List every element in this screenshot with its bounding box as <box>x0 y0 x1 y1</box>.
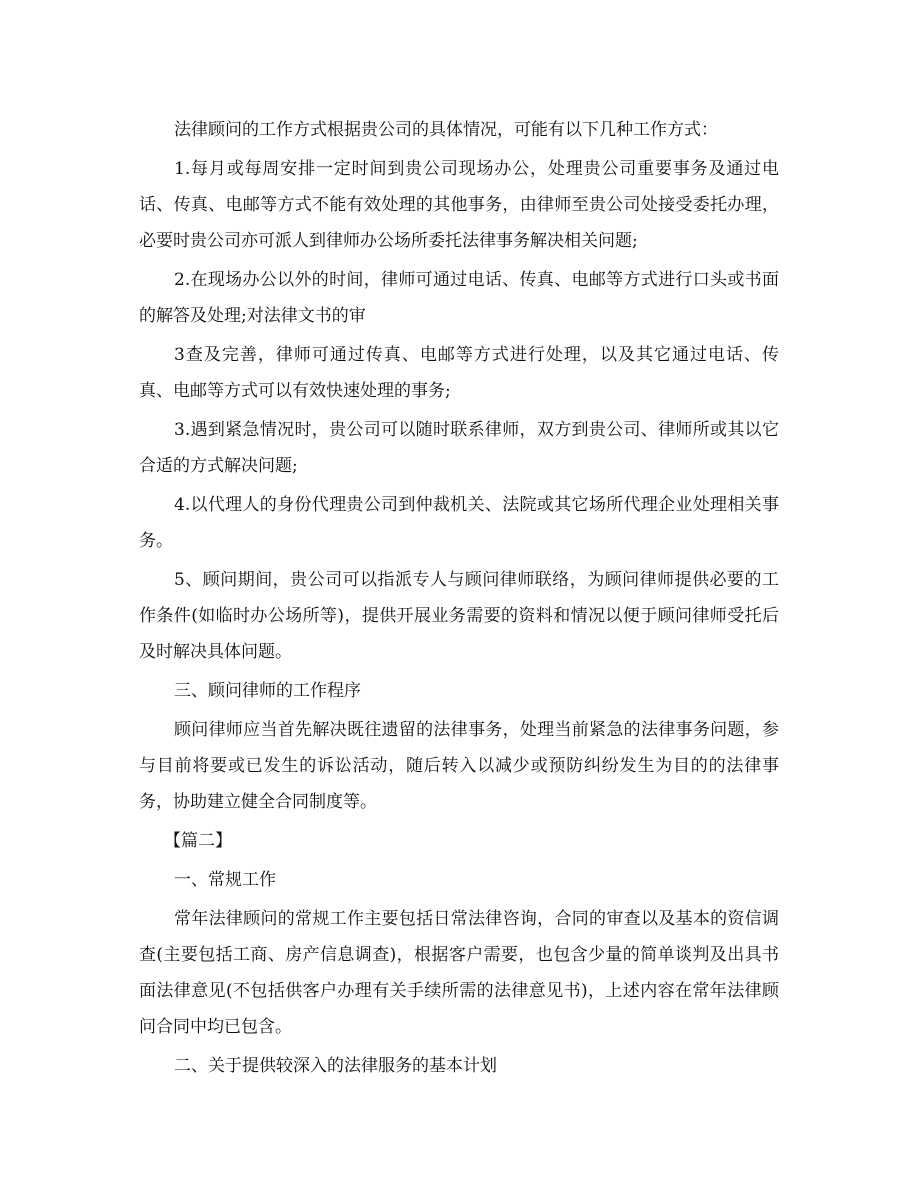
document-body <box>139 112 779 1087</box>
paragraph-item-3a: 3查及完善，律师可通过传真、电邮等方式进行处理，以及其它通过电话、传真、电邮等方式可以有效快速处理的事务; <box>139 345 779 401</box>
paragraph-routine: 常年法律顾问的常规工作主要包括日常法律咨询，合同的审查以及基本的资信调查(主要包括工商、房产信息调查)，根据客户需要，也包含少量的简单谈判及出具书面法律意见(不包括供客户办理有关手续所需的法律意见书)，上述内容在常年法律顾问合同中均已包含。 <box>139 909 779 1037</box>
paragraph-item-5: 5、顾问期间，贵公司可以指派专人与顾问律师联络，为顾问律师提供必要的工作条件(如临时办公场所等)，提供开展业务需要的资料和情况以便于顾问律师受托后及时解决具体问题。 <box>139 570 779 662</box>
section-label: 【篇二】 <box>164 831 232 851</box>
section-heading-routine: 一、常规工作 <box>174 870 276 890</box>
paragraph-item-4: 4.以代理人的身份代理贵公司到仲裁机关、法院或其它场所代理企业处理相关事务。 <box>139 495 779 551</box>
paragraph-intro: 法律顾问的工作方式根据贵公司的具体情况，可能有以下几种工作方式： <box>174 120 718 140</box>
paragraph-procedure: 顾问律师应当首先解决既往遗留的法律事务，处理当前紧急的法律事务问题，参与目前将要或已发生的诉讼活动，随后转入以减少或预防纠纷发生为目的的法律事务，协助建立健全合同制度等。 <box>139 720 779 812</box>
paragraph-item-3b: 3.遇到紧急情况时，贵公司可以随时联系律师，双方到贵公司、律师所或其以它合适的方式解决问题; <box>139 420 779 476</box>
section-heading-plan: 二、关于提供较深入的法律服务的基本计划 <box>174 1056 497 1076</box>
section-heading-procedure: 三、顾问律师的工作程序 <box>174 681 361 701</box>
paragraph-item-2: 2.在现场办公以外的时间，律师可通过电话、传真、电邮等方式进行口头或书面的解答及处理;对法律文书的审 <box>139 270 779 326</box>
paragraph-item-1: 1.每月或每周安排一定时间到贵公司现场办公，处理贵公司重要事务及通过电话、传真、电邮等方式不能有效处理的其他事务，由律师至贵公司处接受委托办理，必要时贵公司亦可派人到律师办公场所委托法律事务解决相关问题; <box>139 159 779 251</box>
